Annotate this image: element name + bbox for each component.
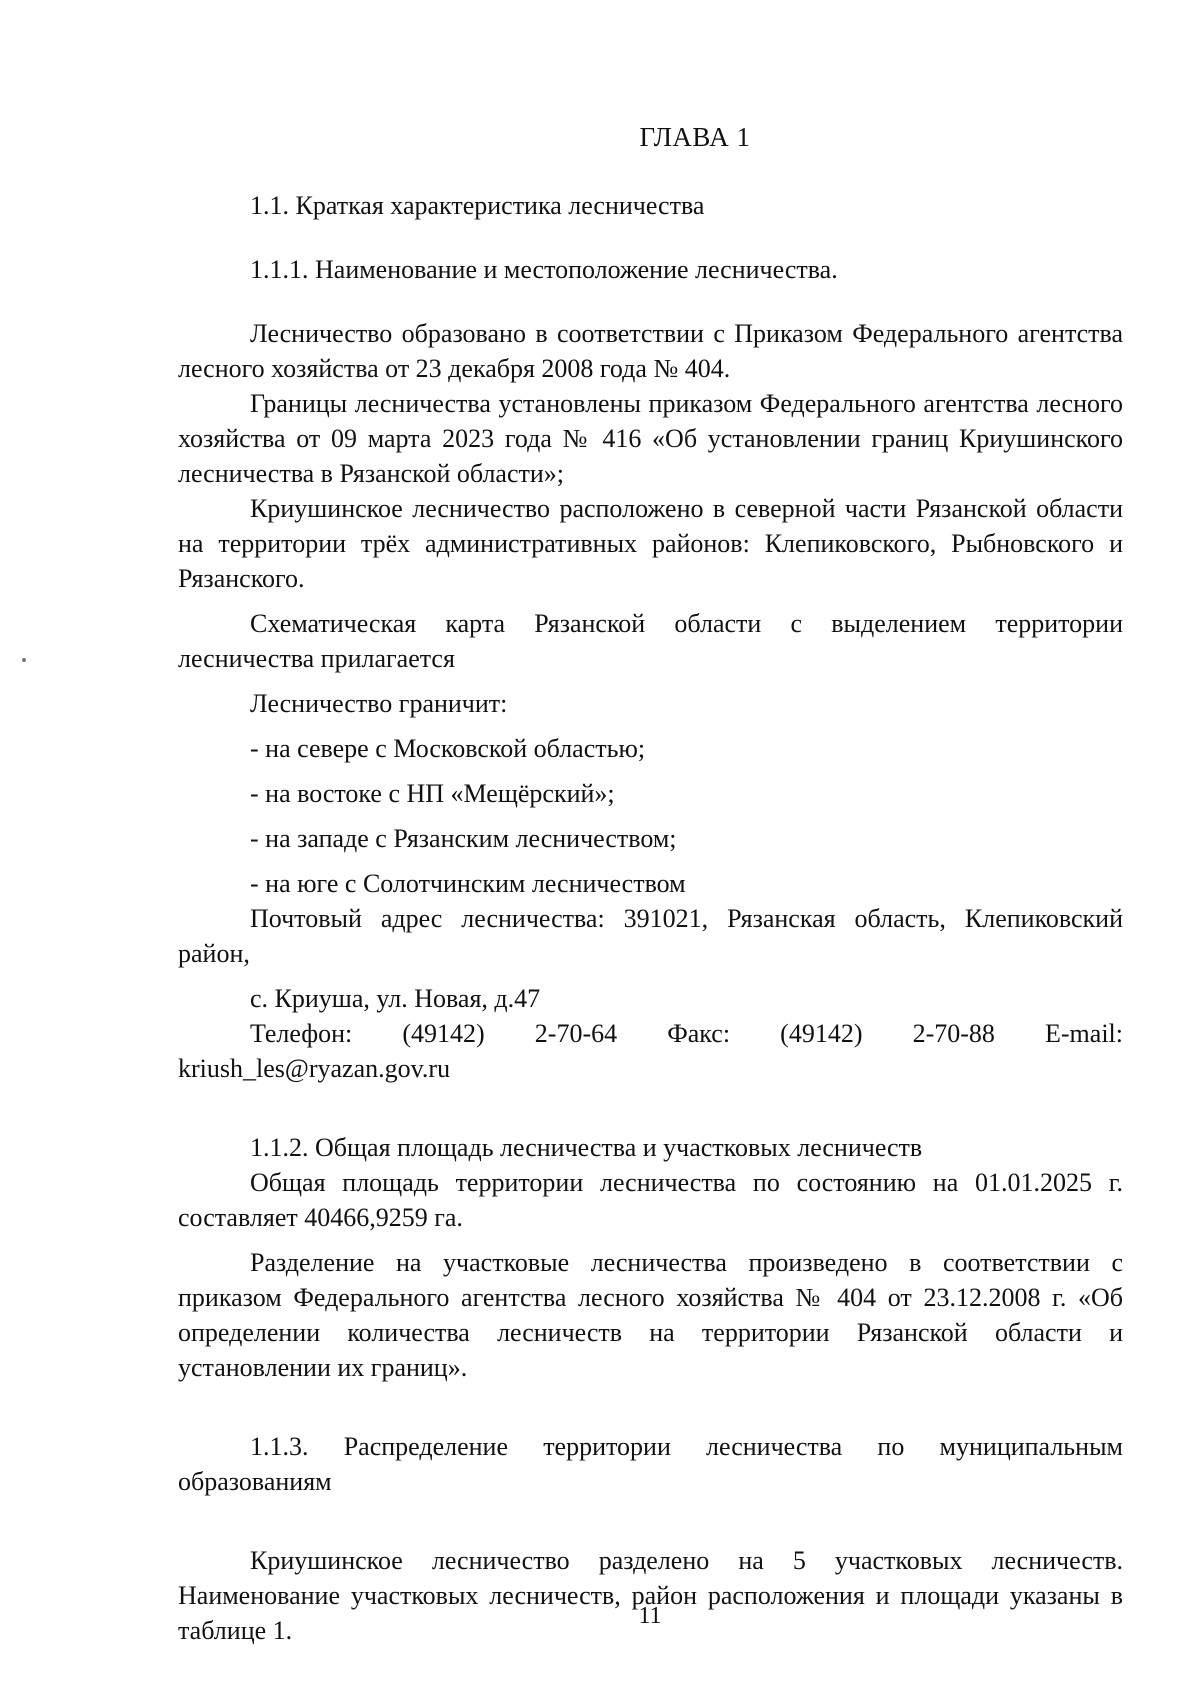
border-item-north: - на севере с Московской областью; (250, 734, 646, 763)
street-address: с. Криуша, ул. Новая, д.47 (250, 984, 541, 1013)
chapter-title: ГЛАВА 1 (639, 122, 751, 152)
paragraph-map: Схематическая карта Рязанской области с выделением территории лесничества прилагается (178, 609, 1123, 673)
borders-intro: Лесничество граничит: (250, 689, 508, 718)
border-item-west: - на западе с Рязанским лесничеством; (250, 824, 677, 853)
contact-line: Телефон: (49142) 2-70-64 Факс: (49142) 2-70-88 E-mail: kriush_les@ryazan.gov.ru (178, 1019, 1123, 1083)
section-1-1-heading: 1.1. Краткая характеристика лесничества (250, 191, 705, 220)
paragraph-district-division: Криушинское лесничество разделено на 5 участковых лесничеств. Наименование участковых лесничеств, район расположения и площади указаны в таблице 1. (178, 1546, 1123, 1645)
paragraph-division-order: Разделение на участковые лесничества произведено в соответствии с приказом Федерального агентства лесного хозяйства № 404 от 23.12.2008 г. «Об определении количества лесничеств на территории Рязанской области и установлении их границ». (178, 1248, 1123, 1382)
paragraph-borders: Границы лесничества установлены приказом Федерального агентства лесного хозяйства от 09 марта 2023 года № 416 «Об установлении границ Криушинского лесничества в Рязанской области»; (178, 389, 1123, 488)
page-number: 11 (638, 1603, 662, 1629)
paragraph-established: Лесничество образовано в соответствии с Приказом Федерального агентства лесного хозяйства от 23 декабря 2008 года № 404. (178, 319, 1123, 383)
postal-address: Почтовый адрес лесничества: 391021, Рязанская область, Клепиковский район, (178, 904, 1123, 968)
document-body (178, 188, 1123, 1648)
paragraph-total-area: Общая площадь территории лесничества по состоянию на 01.01.2025 г. составляет 40466,9259 га. (178, 1168, 1123, 1232)
paragraph-location: Криушинское лесничество расположено в северной части Рязанской области на территории трёх административных районов: Клепиковского, Рыбновского и Рязанского. (178, 494, 1123, 593)
border-item-east: - на востоке с НП «Мещёрский»; (250, 779, 615, 808)
scan-artifact-dot (22, 658, 26, 662)
section-1-1-2-heading: 1.1.2. Общая площадь лесничества и участковых лесничеств (250, 1133, 923, 1162)
section-1-1-1-heading: 1.1.1. Наименование и местоположение лесничества. (250, 255, 838, 284)
border-item-south: - на юге с Солотчинским лесничеством (250, 869, 686, 898)
section-1-1-3-heading: 1.1.3. Распределение территории лесничества по муниципальным образованиям (178, 1432, 1123, 1496)
